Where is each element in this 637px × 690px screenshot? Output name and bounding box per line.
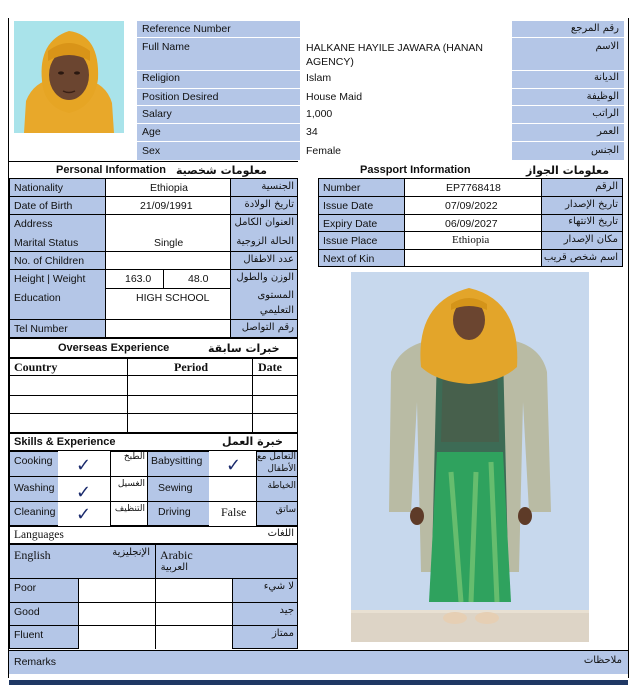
level-good-label-ar: جيد (279, 605, 294, 616)
divider (9, 319, 298, 320)
religion-label: Religion (142, 72, 180, 84)
divider (58, 476, 110, 477)
passport-number-label-ar: الرقم (595, 181, 618, 192)
babysitting-label-ar-1: التعامل مع (256, 452, 296, 462)
divider (147, 451, 148, 526)
children-label: No. of Children (14, 255, 85, 267)
divider (78, 602, 232, 603)
issue-date-value: 07/09/2022 (445, 200, 498, 212)
divider (404, 178, 405, 267)
babysitting-label: Babysitting (151, 455, 203, 467)
driving-value: False (221, 505, 247, 519)
divider (230, 178, 231, 338)
divider (541, 178, 542, 267)
divider (9, 251, 298, 252)
divider (163, 269, 164, 289)
level-good-label: Good (14, 606, 40, 618)
age-label-ar: العمر (597, 126, 619, 137)
sewing-label-ar: الخياطة (267, 481, 296, 491)
washing-check-icon: ✓ (76, 482, 92, 503)
salary-label: Salary (142, 108, 172, 120)
marital-label-ar: الحالة الزوجية (236, 236, 294, 247)
divider (9, 214, 298, 215)
level-fluent-label: Fluent (14, 629, 44, 641)
issue-place-label: Issue Place (323, 235, 378, 247)
divider (318, 249, 623, 250)
level-fluent-label-ar: ممتاز (271, 628, 294, 639)
cleaning-check-icon: ✓ (76, 504, 92, 525)
sex-label: Sex (142, 145, 161, 157)
remarks-label-ar: ملاحظات (583, 655, 622, 666)
tel-label-ar: رقم التواصل (241, 322, 294, 333)
divider (9, 161, 298, 162)
divider (9, 413, 298, 414)
remarks-label: Remarks (14, 656, 57, 668)
salary-value: 1,000 (306, 108, 333, 120)
personal-info-title: Personal Information (56, 164, 167, 176)
divider (78, 625, 232, 626)
remarks-bar (9, 650, 628, 674)
religion-value: Islam (306, 72, 332, 84)
divider (110, 451, 111, 526)
driving-label: Driving (158, 506, 191, 518)
issue-date-label: Issue Date (323, 200, 374, 212)
page-right-border (628, 18, 629, 678)
reference-number-label-ar: رقم المرجع (570, 23, 619, 34)
weight-value: 48.0 (188, 273, 209, 285)
nationality-value: Ethiopia (150, 182, 188, 194)
age-value: 34 (306, 126, 318, 138)
divider (232, 578, 233, 649)
divider (209, 501, 256, 502)
washing-label-ar: الغسيل (117, 479, 145, 489)
english-label: English (14, 548, 51, 562)
dob-label: Date of Birth (14, 200, 73, 212)
divider (136, 37, 625, 38)
position-label: Position Desired (142, 91, 219, 103)
english-label-ar: الإنجليزية (112, 547, 150, 558)
arabic-label: Arabic (160, 548, 193, 562)
footer-bar (9, 680, 628, 685)
religion-label-ar: الديانة (593, 72, 619, 83)
passport-info-title-ar: معلومات الجواز (526, 164, 610, 177)
divider (136, 123, 625, 124)
height-weight-label: Height | Weight (14, 273, 86, 285)
nationality-label-ar: الجنسية (261, 181, 294, 192)
position-value: House Maid (306, 91, 363, 103)
sex-value: Female (306, 145, 342, 157)
address-label-ar: العنوان الكامل (234, 217, 294, 228)
tel-label: Tel Number (14, 323, 68, 335)
issue-place-value: Ethiopia (452, 234, 490, 246)
divider (136, 70, 625, 71)
languages-title-ar: اللغات (267, 528, 294, 539)
children-label-ar: عدد الاطفال (243, 254, 294, 265)
overseas-header-date: Date (258, 360, 282, 374)
divider (105, 178, 106, 338)
divider (136, 105, 625, 106)
overseas-title-ar: خبرات سابقة (208, 342, 280, 355)
education-label-ar-1: المستوى (257, 290, 294, 301)
height-weight-label-ar: الوزن والطول (236, 272, 294, 283)
personal-info-title-ar: معلومات شخصية (176, 164, 267, 177)
dob-label-ar: تاريخ الولادة (244, 199, 294, 210)
age-label: Age (142, 126, 161, 138)
skills-title: Skills & Experience (14, 436, 116, 448)
divider (318, 231, 623, 232)
headshot-photo (14, 21, 124, 133)
divider (9, 269, 298, 270)
arabic-label-ar: العربية (160, 562, 188, 573)
driving-label-ar: ساتق (275, 505, 296, 515)
cooking-label: Cooking (14, 455, 53, 467)
divider (78, 578, 79, 649)
divider (136, 88, 625, 89)
salary-label-ar: الراتب (592, 108, 619, 119)
divider (9, 196, 298, 197)
divider (9, 375, 298, 376)
expiry-date-label: Expiry Date (323, 218, 378, 230)
next-of-kin-label: Next of Kin (323, 253, 375, 265)
nationality-label: Nationality (14, 182, 64, 194)
divider (9, 395, 298, 396)
expiry-date-label-ar: تاريخ الانتهاء (568, 216, 618, 227)
marital-label: Marital Status (14, 237, 79, 249)
divider (318, 214, 623, 215)
education-label: Education (14, 292, 61, 304)
overseas-header-country: Country (14, 360, 58, 374)
education-value: HIGH SCHOOL (136, 292, 210, 304)
cooking-check-icon: ✓ (76, 455, 92, 476)
washing-label: Washing (14, 482, 55, 494)
babysitting-check-icon: ✓ (226, 455, 242, 476)
marital-value: Single (154, 237, 184, 249)
divider (136, 141, 625, 142)
full-name-value: HALKANE HAYILE JAWARA (HANAN AGENCY) (306, 42, 483, 68)
cleaning-label: Cleaning (14, 506, 56, 518)
divider (318, 196, 623, 197)
sex-label-ar: الجنس (590, 145, 619, 156)
passport-number-label: Number (323, 182, 361, 194)
dob-value: 21/09/1991 (140, 200, 193, 212)
divider (105, 288, 230, 289)
overseas-title: Overseas Experience (58, 342, 170, 354)
divider (256, 451, 257, 526)
reference-number-label: Reference Number (142, 23, 231, 35)
education-label-ar-2: التعليمي (259, 305, 294, 316)
height-value: 163.0 (125, 273, 152, 285)
passport-number-value: EP7768418 (446, 182, 501, 194)
divider (155, 578, 156, 649)
overseas-header-period: Period (174, 360, 208, 374)
full-name-label-ar: الاسم (595, 41, 619, 52)
skills-title-ar: خبرة العمل (222, 435, 283, 448)
babysitting-label-ar-2: الأطفال (267, 464, 296, 474)
full-body-photo (351, 272, 589, 642)
cleaning-label-ar: التنظيف (114, 504, 145, 514)
cooking-label-ar: الطبخ (123, 452, 145, 462)
divider (209, 476, 256, 477)
passport-info-title: Passport Information (360, 164, 471, 176)
expiry-date-value: 06/09/2027 (445, 218, 498, 230)
languages-title: Languages (14, 529, 64, 541)
address-label: Address (14, 218, 53, 230)
full-name-label: Full Name (142, 41, 190, 53)
level-poor-label-ar: لا شيء (263, 581, 294, 592)
issue-date-label-ar: تاريخ الإصدار (565, 199, 618, 210)
level-poor-label: Poor (14, 582, 37, 594)
issue-place-label-ar: مكان الإصدار (563, 234, 618, 245)
sewing-label: Sewing (158, 482, 193, 494)
next-of-kin-label-ar: اسم شخص قريب (543, 252, 618, 263)
position-label-ar: الوظيفة (586, 91, 619, 102)
